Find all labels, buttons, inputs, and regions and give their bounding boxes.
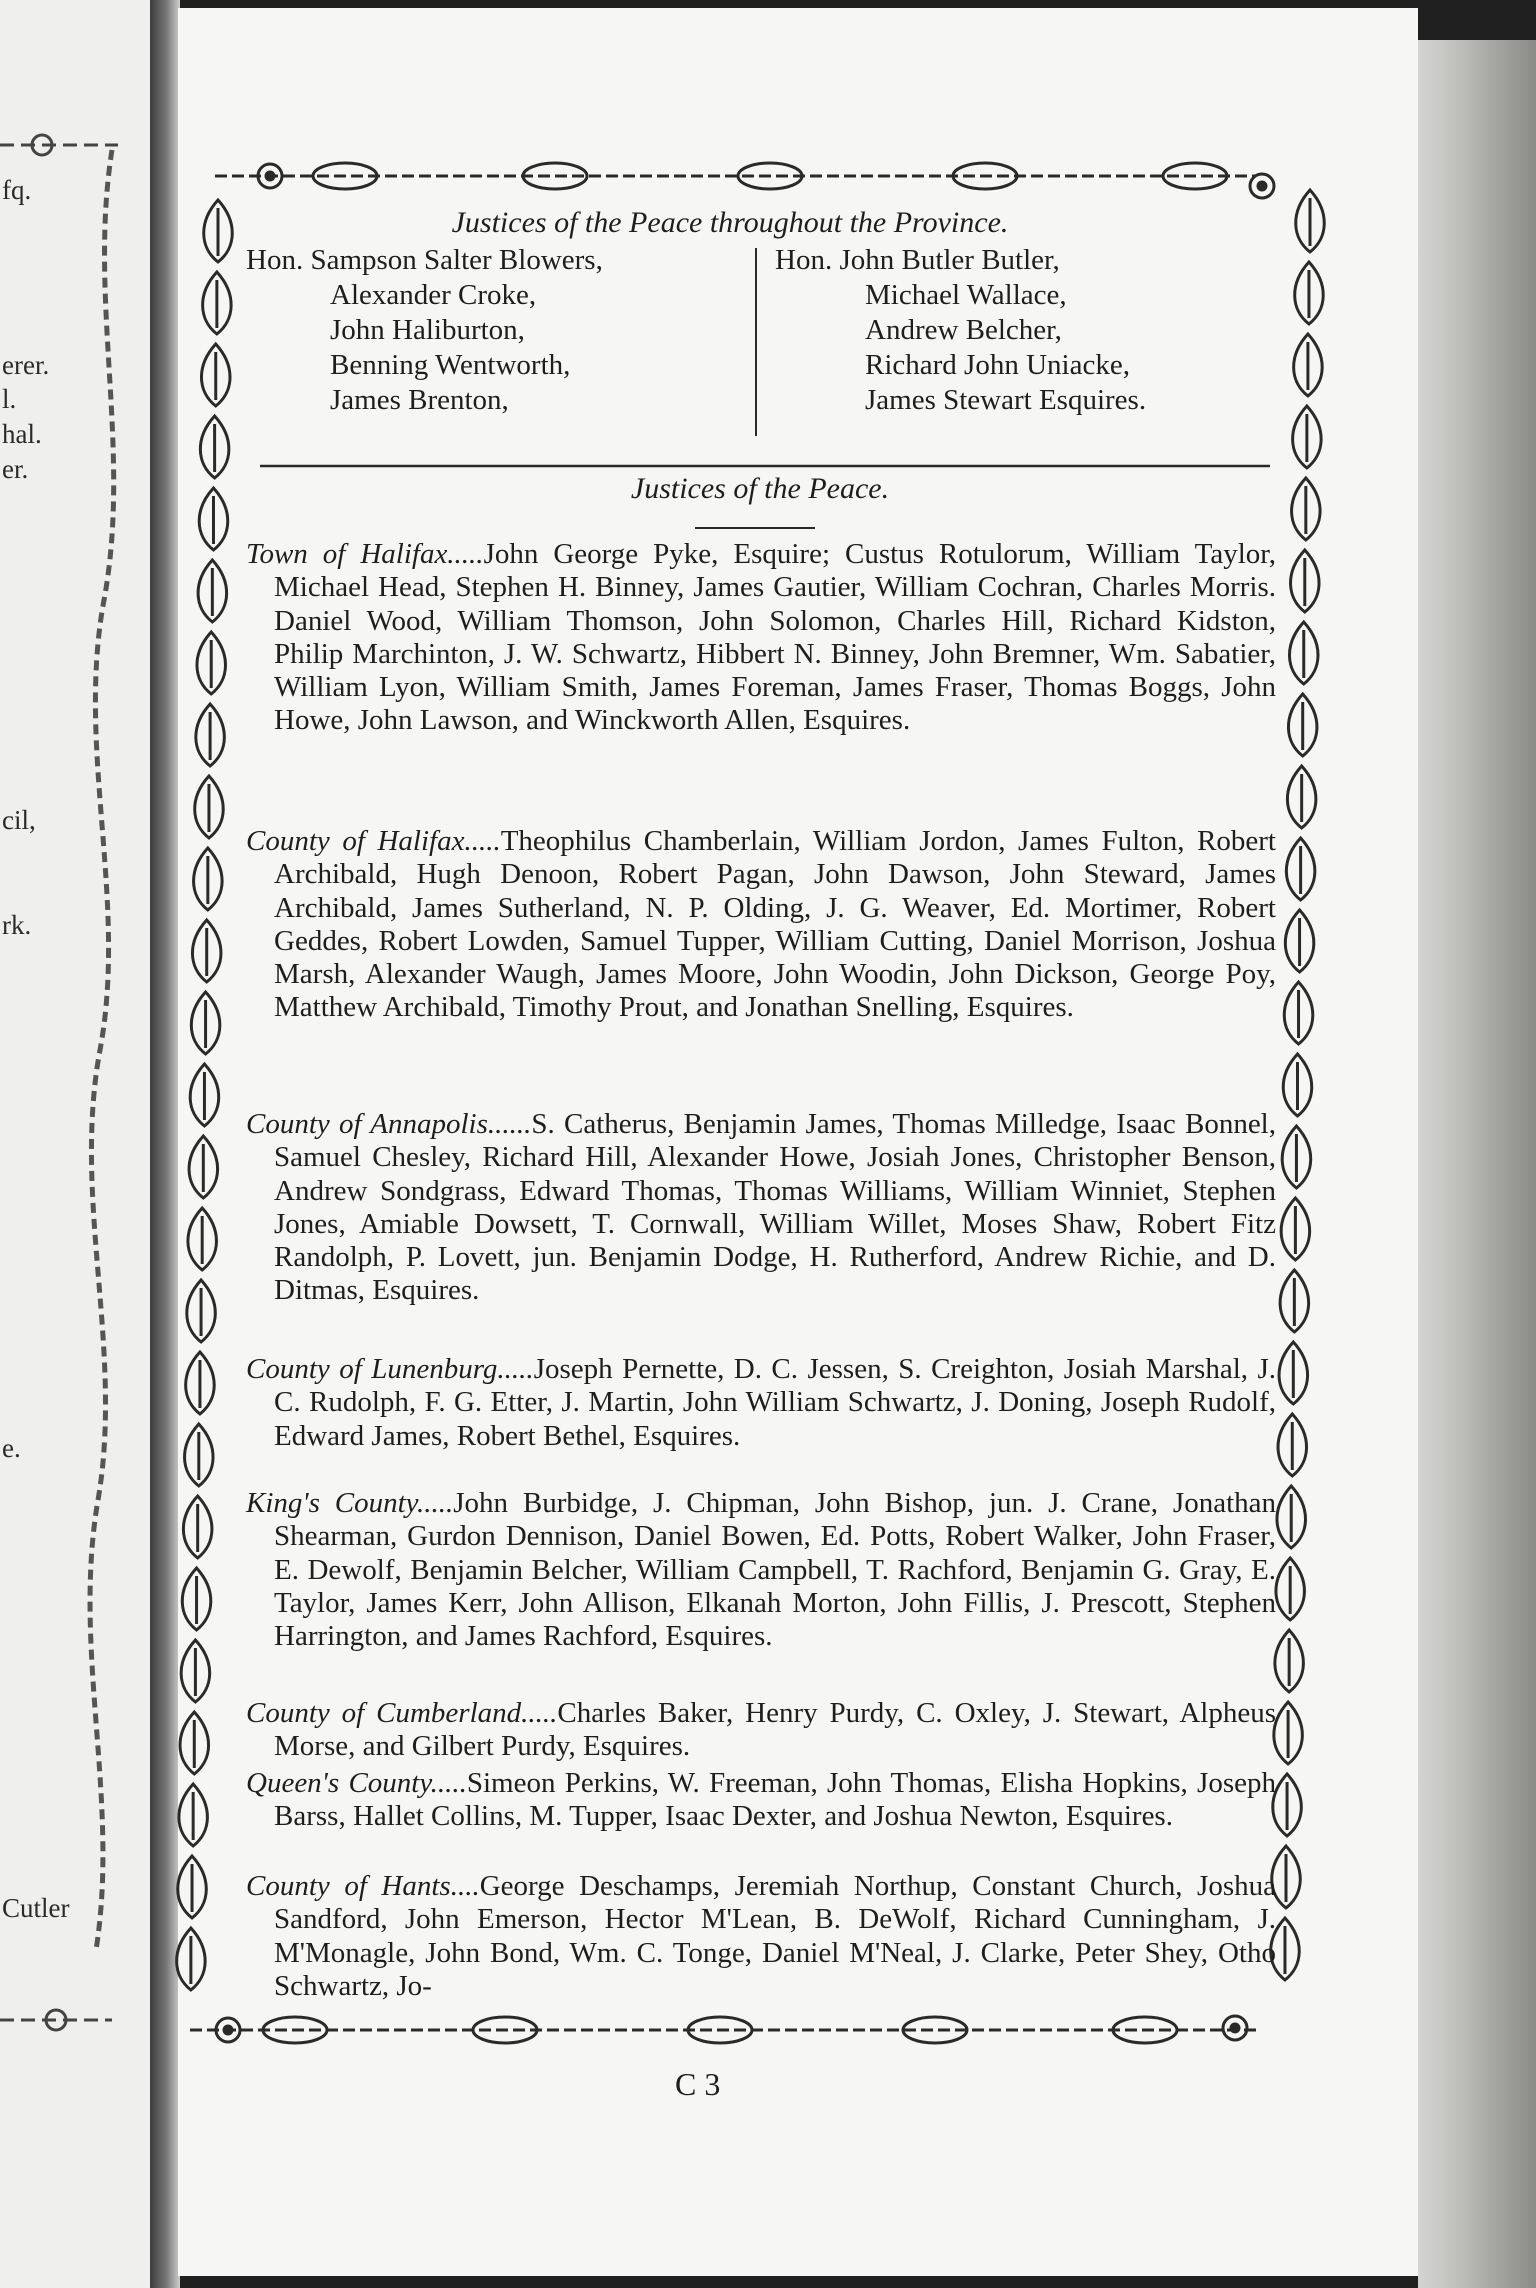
justice-name: James Stewart Esquires.: [865, 384, 1147, 416]
county-entry-cumberland: [218, 1697, 1276, 1764]
justice-list: George Deschamps, Jeremiah Northup, Constant Church, Joshua Sandford, John Emerson, Hector M'Lean, B. DeWolf, Richard Cunningham, J. M'Monagle, John Bond, Wm. C. Tonge, Daniel M'Neal, J. Clarke, Peter Shey, Otho Schwartz, Jo-: [274, 1870, 1277, 2002]
county-entry-kings-county: [218, 1487, 1276, 1653]
left-page-fragment: Cutler: [2, 1893, 70, 1923]
left-page-fragment: e.: [2, 1433, 21, 1463]
left-page-fragment: hal.: [2, 419, 42, 449]
county-entry-annapolis: [218, 1108, 1276, 1308]
county-entry-hants: [218, 1870, 1276, 2003]
justice-list: Theophilus Chamberlain, William Jordon, James Fulton, Robert Archibald, Hugh Denoon, Robert Pagan, John Dawson, John Steward, James Archibald, James Sutherland, N. P. Olding, J. G. Weaver, Ed. Mortimer, Robert Geddes, Robert Lowden, Samuel Tupper, William Cutting, Daniel Morrison, Joshua Marsh, Alexander Waugh, James Moore, John Woodin, John Dickson, George Poy, Matthew Archibald, Timothy Prout, and Jonathan Snelling, Esquires.: [274, 825, 1276, 1024]
justices-heading: Justices of the Peace.: [630, 472, 890, 505]
county-entry-lunenburg: [218, 1353, 1276, 1453]
justice-name: Alexander Croke,: [330, 279, 537, 311]
province-heading: Justices of the Peace throughout the Province.: [451, 206, 1009, 239]
county-entry-county-of-halifax: [218, 825, 1276, 1025]
justice-name: Michael Wallace,: [865, 279, 1067, 311]
page-block-edge: [1418, 40, 1536, 2288]
left-page-fragment: l.: [2, 384, 17, 414]
left-page-fragment: fq.: [2, 175, 32, 205]
county-entry-queens-county: [218, 1767, 1276, 1834]
justice-name: John Haliburton,: [330, 314, 525, 346]
place-name: County of Hants....: [246, 1870, 480, 1902]
place-name: Town of Halifax.....: [246, 538, 484, 570]
province-justices-left: [246, 243, 603, 418]
justice-name: Andrew Belcher,: [865, 314, 1062, 346]
place-name: Queen's County.....: [246, 1767, 467, 1799]
book-gutter: [150, 0, 180, 2288]
left-page-ornament-border: [0, 0, 150, 2288]
signature-mark: C 3: [675, 2066, 721, 2102]
place-name: County of Cumberland.....: [246, 1697, 558, 1729]
justice-list: Charles Baker, Henry Purdy, C. Oxley, J. Stewart, Alpheus Morse, and Gilbert Purdy, Esquires.: [274, 1697, 1276, 1763]
justice-list: John George Pyke, Esquire; Custus Rotulorum, William Taylor, Michael Head, Stephen H. Binney, James Gautier, William Cochran, Charles Morris. Daniel Wood, William Thomson, John Solomon, Charles Hill, Richard Kidston, Philip Marchinton, J. W. Schwartz, Hibbert N. Binney, John Bremner, Wm. Sabatier, William Lyon, William Smith, James Foreman, James Fraser, Thomas Boggs, John Howe, John Lawson, and Winckworth Allen, Esquires.: [274, 538, 1276, 737]
left-page-fragment: er.: [2, 454, 29, 484]
left-page-edge: [0, 0, 150, 2288]
county-entry-town-of-halifax: [218, 538, 1276, 738]
justice-name: Hon. Sampson Salter Blowers,: [246, 244, 603, 276]
justice-list: Simeon Perkins, W. Freeman, John Thomas, Elisha Hopkins, Joseph Barss, Hallet Collins, M. Tupper, Isaac Dexter, and Joshua Newton, Esquires.: [274, 1767, 1276, 1833]
place-name: King's County.....: [246, 1487, 454, 1519]
justice-list: S. Catherus, Benjamin James, Thomas Milledge, Isaac Bonnel, Samuel Chesley, Richard Hill, Alexander Howe, Josiah Jones, Christopher Benson, Andrew Sondgrass, Edward Thomas, Thomas Williams, William Winniet, Stephen Jones, Amiable Dowsett, T. Cornwall, William Willet, Moses Shaw, Robert Fitz Randolph, P. Lovett, jun. Benjamin Dodge, H. Rutherford, Andrew Richie, and D. Ditmas, Esquires.: [274, 1108, 1276, 1307]
left-page-fragment: cil,: [2, 805, 36, 835]
justice-name: James Brenton,: [330, 384, 509, 416]
justice-list: John Burbidge, J. Chipman, John Bishop, jun. J. Crane, Jonathan Shearman, Gurdon Dennison, Daniel Bowen, Ed. Potts, Robert Walker, John Fraser, E. Dewolf, Benjamin Belcher, William Campbell, T. Rachford, Benjamin G. Gray, E. Taylor, James Kerr, John Allison, Elkanah Morton, John Fillis, J. Prescott, Stephen Harrington, and James Rachford, Esquires.: [274, 1487, 1276, 1653]
place-name: County of Lunenburg.....: [246, 1353, 534, 1385]
left-page-fragment: erer.: [2, 350, 50, 380]
justice-name: Benning Wentworth,: [330, 349, 571, 381]
left-page-fragment: rk.: [2, 910, 32, 940]
place-name: County of Annapolis......: [246, 1108, 532, 1140]
justice-name: Hon. John Butler Butler,: [775, 244, 1060, 276]
place-name: County of Halifax.....: [246, 825, 501, 857]
justice-name: Richard John Uniacke,: [865, 349, 1130, 381]
justice-list: Joseph Pernette, D. C. Jessen, S. Creighton, Josiah Marshal, J. C. Rudolph, F. G. Etter, J. Martin, John William Schwartz, J. Doning, Joseph Rudolf, Edward James, Robert Bethel, Esquires.: [274, 1353, 1276, 1452]
province-justices-right: [775, 243, 1146, 418]
